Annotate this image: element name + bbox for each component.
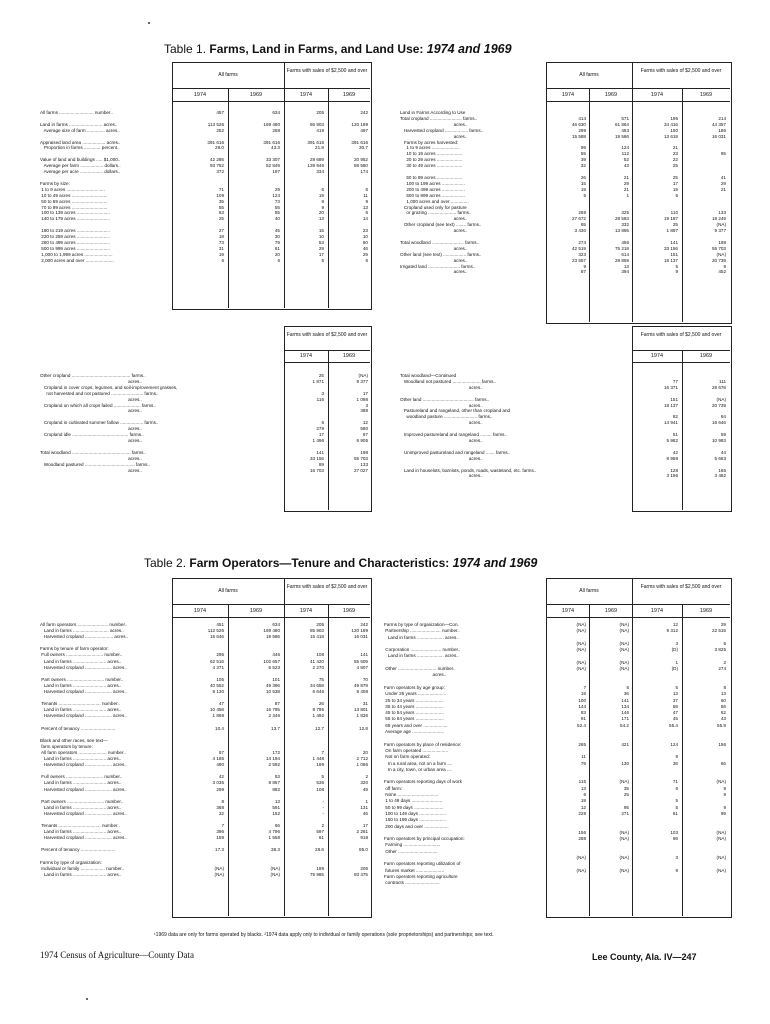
scan-speck (86, 998, 88, 1000)
table2-right-all-1969: (NA) (NA) (NA) (NA) (NA) (NA) 6 36 141 134 146 171 54.2 421 130 (NA) 35 25 95 271 (NA) (NA) (NA) (NA) (619, 622, 629, 873)
table1-right-col-all-farms: All farms (579, 72, 599, 78)
year-1969: 1969 (604, 608, 618, 614)
table1-right-all-1969: 571 61 864 453 19 586 124 112 52 43 21 29 21 1 325 28 583 332 13 895 456 75 218 614 29 859 13 394 (614, 115, 629, 275)
table2-right-row-labels: Farms by type of organization—Con. Partnership ........................ number.. Land in farms ..................... acres.. Corporation ........................ number.. Land in farms ..................... acres.. Other .............................. number.. acres.. Farm operators by age group: Under 25 years ...................... 25 to 34 years ...................... 35 to 44 years ...................... 45 to 54 years ...................... 55 to 64 years ...................... 65 years and over ................... Average age ......................... Farm operators by place of residence: On farm operated .................... Not on farm operated: In a rural area, not on a farm .... In a city, town, or urban area .... Farm operators reporting days of work off farm: None ................................ 1 to 49 days ........................ 50 to 99 days ....................... 100 to 149 days ..................... 150 to 199 days ..................... 200 days and over ................... Farm operators by principal occupation: Farming ............................. Other ............................... Farm operators reporting utilization of futures market ...................... Farm operators reporting agriculture contracts ........................... (384, 622, 465, 886)
table2-footnote: ¹1969 data are only for farms operated by blacks. ²1974 data apply only to individual or family operations (sole proprietorships) and partnerships; see text. (154, 932, 494, 938)
table1-lower-left-1969: (NA) 9 377 17 1 098 3 388 12 580 67 6 905 198 55 703 133 27 027 (353, 373, 368, 473)
year-1974: 1974 (299, 353, 313, 359)
table1-col-sales: Farms with sales of $2,500 and over (286, 68, 368, 74)
table2-col-sales: Farms with sales of $2,500 and over (286, 584, 368, 590)
year-1974: 1974 (193, 92, 207, 98)
table2-right-sales-1969: 29 22 515 5 3 825 2 274 8 13 60 56 62 43 55.9 156 66 (NA) 9 9 9 99 (NA) (NA) (NA) (NA) (711, 622, 726, 873)
table2-left-all-1969: 634 169 480 19 586 446 102 657 6 523 101 49 396 10 538 87 16 785 2 446 13.7 172 14 194 2 592 53 8 857 882 13 591 152 66 4 796 1 558 38.3 (NA) (NA) (263, 622, 280, 877)
year-1969: 1969 (249, 92, 263, 98)
page-footer-right: Lee County, Ala. IV—247 (592, 952, 697, 962)
table2-title (144, 556, 537, 570)
year-1969: 1969 (604, 92, 618, 98)
year-1974: 1974 (299, 608, 313, 614)
table2-years: 1974 and 1969 (452, 556, 538, 570)
table2-left-sales-1969: 242 120 189 16 031 141 55 509 4 807 70 49 879 9 408 31 13 801 1 836 12.8 20 2 712 1 086 2 320 49 1 131 46 17 2 261 918 85.0 206 93 475 (351, 622, 368, 877)
year-1969: 1969 (699, 92, 713, 98)
table2-left-row-labels: All farm operators ........................ number.. Land in farms ............................ acres.. Harvested cropland ...................... acres.. Farms by tenure of farm operator: Full owners ............................. number.. Land in farms .......................... acres.. Harvested cropland ..................... acres.. Part owners ............................. number.. Land in farms .......................... acres.. Harvested cropland ..................... acres.. Tenants ................................. number.. Land in farms .......................... acres.. Harvested cropland ..................... acres.. Percent of tenancy ........................... Black and other races, see text— farm operators by tenure: All farm operators ...................... number.. Land in farms .......................... acres.. Harvested cropland ..................... acres.. Full owners ............................. number.. Land in farms .......................... acres.. Harvested cropland ..................... acres.. Part owners ............................. number.. Land in farms .......................... acres.. Harvested cropland ..................... acres.. Tenants ................................. number.. Land in farms .......................... acres.. Harvested cropland ..................... acres.. Percent of tenancy ........................... Farms by type of organization: Individual or family ................... number.. Land in farms .......................... acres.. (40, 622, 129, 877)
table1-lower-right-row-labels: Total woodland—Continued Woodland not pastured ...................... farms.. acres.. Other land ........................................ farms.. acres.. Pastureland and rangeland, other than cropland and woodland pasture .......................... farms.. acres.. Improved pastureland and rangeland ......... farms.. acres.. Unimproved pastureland and rangeland ....... farms.. acres.. Land in houselots, barnlots, ponds, roads, wasteland, etc. farms.. acres.. (400, 373, 537, 479)
table1-label: Table 1. (164, 42, 207, 56)
table2-right-col-sales: Farms with sales of $2,500 and over (640, 584, 722, 590)
table2-right-sales-1974: 12 9 312 3 (D) 1 (D) 5 13 37 58 47 45 55.4 124 8 36 71 6 5 5 61 103 98 3 9 (666, 622, 678, 873)
table1-right-sales-1974: 195 34 416 150 13 618 21 23 22 25 25 17 19 5 110 19 187 25 1 897 141 33 156 151 18 137 5 9 (663, 115, 678, 275)
table1-lower-left-1974: 25 1 871 3 116 6 279 17 1 496 141 33 156 89 16 703 (309, 373, 324, 473)
table2-left-sales-1974: 205 85 903 15 418 108 41 420 2 270 75 34 658 6 646 26 8 795 1 492 12.7 7 1 448 169 5 536 108 - - - 2 597 61 28.6 189 75 985 (309, 622, 324, 877)
table1-right-row-labels: Land in Farms According to Use Total cropland ......................... farms.. acres.. Harvested cropland .................. farms.. acres.. Farms by acres harvested: 1 to 9 acres ...................... 10 to 19 acres .................... 20 to 29 acres .................... 30 to 49 acres .................... 50 to 99 acres .................... 100 to 199 acres .................. 200 to 499 acres .................. 500 to 999 acres .................. 1,000 acres and over .............. Cropland used only for pasture or grazing ...................... farms.. acres.. Other cropland (see text) ........ farms.. acres.. Total woodland ......................... farms.. acres.. Other land (see text) .................. farms.. acres.. Irrigated land ......................... farms.. acres.. (400, 110, 484, 275)
year-1969: 1969 (342, 608, 356, 614)
table1-lower-right-1969: 111 28 676 (NA) 20 739 94 16 646 59 10 983 44 5 663 165 3 482 (711, 378, 726, 479)
year-1974: 1974 (650, 92, 664, 98)
year-1969: 1969 (249, 608, 263, 614)
year-1969: 1969 (699, 608, 713, 614)
table1-lower-right-col-sales: Farms with sales of $2,500 and over (640, 332, 722, 338)
table1-lower-left-col-sales: Farms with sales of $2,500 and over (286, 332, 368, 338)
table1-right-all-1974: 414 46 630 299 15 588 99 55 39 32 26 15 19 5 269 27 672 65 3 430 274 42 519 323 23 557 9 87 (571, 115, 586, 275)
year-1969: 1969 (342, 92, 356, 98)
table1-left-sales-1974: 205 86 903 419 391 616 21.9 28 689 139 946 334 6 19 9 9 20 13 15 10 53 29 17 5 (307, 110, 324, 263)
table2-col-all-farms: All farms (218, 588, 238, 594)
year-1974: 1974 (561, 608, 575, 614)
table1-left-row-labels: All farms ........................... number.. Land in farms .......................... acres.. Average size of farm .............. acres.. Appraised land area .................. acres.. Proportion in farms ............. percent.. Value of land and buildings ..... $1,000.. Average per farm .................. dollars.. Average per acre .................. dollars.. Farms by size: 1 to 9 acres .............................. 10 to 49 acres ............................ 50 to 69 acres ............................ 70 to 99 acres ............................ 100 to 139 acres .......................... 140 to 179 acres .......................... 180 to 219 acres .......................... 220 to 259 acres .......................... 260 to 499 acres .......................... 500 to 999 acres .......................... 1,000 to 1,999 acres ...................... 2,000 acres and over ...................... (40, 110, 121, 263)
table1-left-all-1969: 634 169 480 268 391 616 43.3 33 307 52 849 197 29 124 73 55 55 40 45 30 79 61 20 6 (263, 110, 280, 263)
year-1969: 1969 (342, 353, 356, 359)
table1-title (164, 42, 512, 56)
year-1974: 1974 (561, 92, 575, 98)
table1-right-sales-1969: 214 44 357 186 16 031 95 41 29 21 133 18 249 (NA) 9 377 198 55 703 (NA) 20 739 9 452 (711, 115, 726, 275)
table2-label: Table 2. (144, 556, 187, 570)
year-1974: 1974 (650, 608, 664, 614)
table1-lower-right-1974: 77 16 371 151 18 137 82 14 941 51 5 982 42 8 958 128 3 196 (663, 378, 678, 479)
table1-lower-left-row-labels: Other cropland .............................................. farms.. acres.. Cropland in cover crops, legumes, and soil-improvement grasses, not harvested and not pastured ......................... farms.. acres.. Cropland on which all crops failed ..................... farms.. acres.. Cropland in cultivated summer fallow .................. farms.. acres.. Cropland idle ............................................ farms.. acres.. Total woodland .............................................. farms.. acres.. Woodland pastured ....................................... farms.. acres.. (40, 373, 178, 473)
year-1969: 1969 (699, 353, 713, 359)
table2-right-all-1974: (NA) (NA) (NA) (NA) (NA) (NA) 7 19 100 144 83 91 52.4 265 11 79 115 13 6 19 12 229 156 288 (NA) (NA) (576, 622, 586, 873)
table1-col-all-farms: All farms (218, 72, 238, 78)
year-1974: 1974 (650, 353, 664, 359)
table1-right-col-sales: Farms with sales of $2,500 and over (640, 68, 722, 74)
table2-left-all-1974: 451 112 526 15 646 295 62 516 4 371 105 40 552 9 130 47 10 458 1 868 10.4 57 4 185 490 42 3 035 299 8 368 32 7 396 159 17.3 (NA) (NA) (207, 622, 224, 877)
year-1974: 1974 (299, 92, 313, 98)
table1-years: 1974 and 1969 (426, 42, 512, 56)
page-footer-left: 1974 Census of Agriculture—County Data (40, 950, 194, 960)
table1-left-sales-1969: 242 120 189 497 391 616 30.7 20 952 86 580 174 6 11 9 13 6 14 23 10 60 46 29 5 (351, 110, 368, 263)
year-1974: 1974 (193, 608, 207, 614)
scan-speck (148, 22, 150, 24)
table1-title-text: Farms, Land in Farms, and Land Use: (209, 42, 424, 56)
table2-title-text: Farm Operators—Tenure and Characteristics: (189, 556, 450, 570)
table2-right-col-all-farms: All farms (579, 588, 599, 594)
table1-left-all-1974: 457 113 526 252 391 616 29.0 42 285 93 752 372 71 109 35 55 53 25 27 18 73 31 19 6 (207, 110, 224, 263)
